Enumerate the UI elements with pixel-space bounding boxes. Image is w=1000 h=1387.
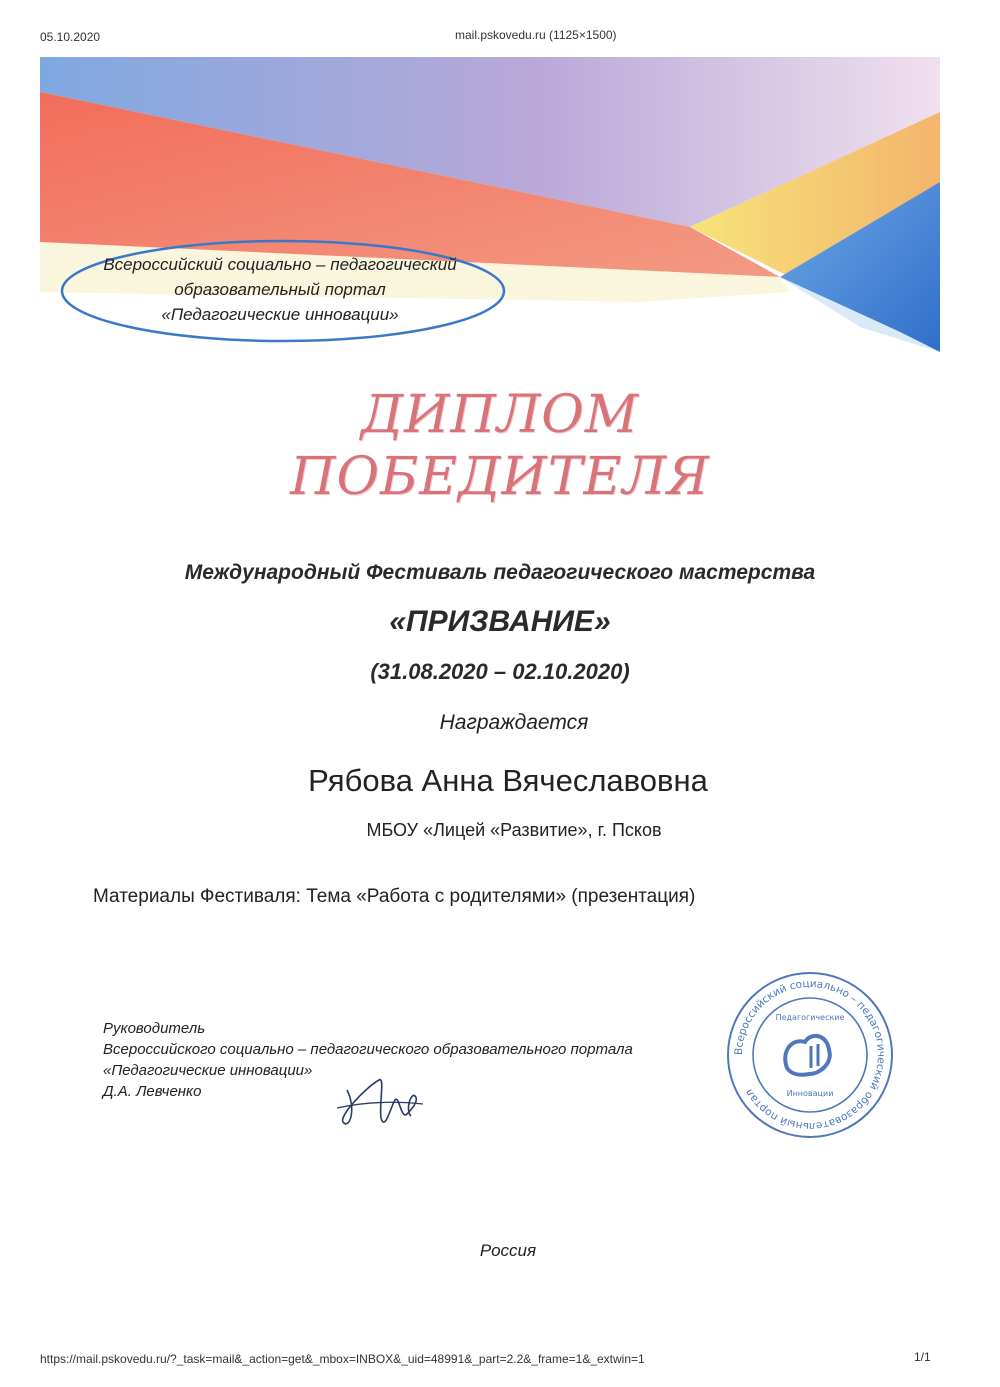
portal-line-1: Всероссийский социально – педагогический [103, 255, 457, 274]
country: Россия [479, 1241, 537, 1260]
diploma-title-line-1: ДИПЛОМ [360, 385, 640, 445]
stamp-ring-text: Всероссийский социально – педагогический образовательный портал [732, 977, 888, 1133]
diploma-title-line-2: ПОБЕДИТЕЛЯ [290, 447, 710, 507]
print-page-number: 1/1 [914, 1350, 931, 1364]
portal-line-3: «Педагогические инновации» [161, 305, 399, 324]
festival-name: Международный Фестиваль педагогического мастерства [184, 561, 816, 584]
stamp-bottom-text: Инновации [786, 1089, 834, 1098]
signatory-name: Д.А. Левченко [103, 1083, 202, 1100]
handwritten-signature [335, 1070, 425, 1140]
portal-line-2: образовательный портал [174, 280, 386, 299]
festival-materials: Материалы Фестиваля: Тема «Работа с родителями» (презентация) [93, 886, 696, 907]
recipient-name: Рябова Анна Вячеславовна [308, 763, 708, 798]
official-stamp [725, 970, 895, 1140]
stamp-top-text: Педагогические [775, 1013, 845, 1022]
signatory-org: Всероссийского социально – педагогического образовательного портала [103, 1041, 633, 1058]
portal-ellipse-text [65, 252, 495, 327]
festival-dates: (31.08.2020 – 02.10.2020) [370, 659, 630, 684]
recipient-organization: МБОУ «Лицей «Развитие», г. Псков [366, 820, 662, 840]
print-url: https://mail.pskovedu.ru/?_task=mail&_action=get&_mbox=INBOX&_uid=48991&_part=2.2&_frame=1&_extwin=1 [40, 1352, 645, 1366]
signatory-role: Руководитель [103, 1020, 206, 1037]
festival-title: «ПРИЗВАНИЕ» [389, 605, 611, 638]
awarded-label: Награждается [439, 711, 589, 734]
print-page-title: mail.pskovedu.ru (1125×1500) [455, 28, 617, 42]
print-date: 05.10.2020 [40, 30, 101, 44]
stamp-heart-logo-icon [785, 1036, 830, 1075]
signatory-portal: «Педагогические инновации» [103, 1062, 313, 1079]
